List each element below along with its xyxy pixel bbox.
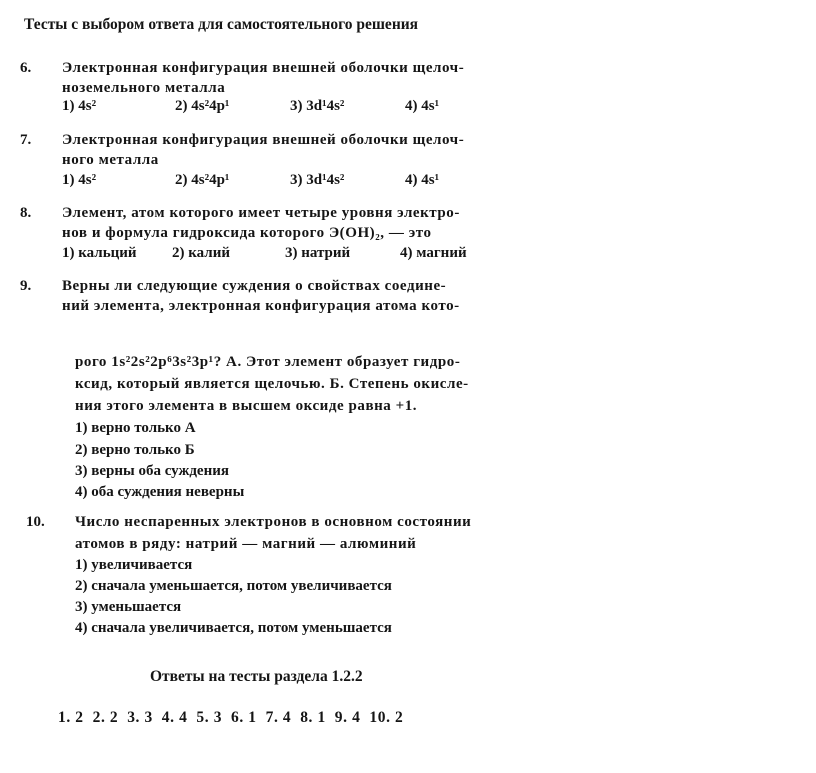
question-6-option-4: 4) 4s¹: [405, 98, 440, 114]
question-7-option-1: 1) 4s²: [62, 172, 97, 188]
question-10-option-1: 1) увеличивается: [75, 557, 193, 573]
question-9-option-2: 2) верно только Б: [75, 442, 195, 458]
question-6-line-1: Электронная конфигурация внешней оболочки щелоч-: [62, 60, 465, 76]
question-10-number: 10.: [26, 514, 45, 530]
question-7-option-4: 4) 4s¹: [405, 172, 440, 188]
answers-title: Ответы на тесты раздела 1.2.2: [150, 668, 363, 685]
question-6-option-1: 1) 4s²: [62, 98, 97, 114]
question-8-option-1: 1) кальций: [62, 245, 137, 261]
question-9-option-1: 1) верно только А: [75, 420, 196, 436]
section-title: Тесты с выбором ответа для самостоятельного решения: [24, 16, 419, 33]
question-10-option-3: 3) уменьшается: [75, 599, 182, 615]
question-7-number: 7.: [20, 132, 32, 148]
question-8-option-3: 3) натрий: [285, 245, 351, 261]
question-10-line-1: Число неспаренных электронов в основном состоянии: [75, 514, 472, 530]
question-9-line-2: ний элемента, электронная конфигурация атома кото-: [62, 298, 460, 314]
question-9-number: 9.: [20, 278, 32, 294]
question-7-line-2: ного металла: [62, 152, 159, 168]
question-6-option-2: 2) 4s²4p¹: [175, 98, 230, 114]
question-6-line-2: ноземельного металла: [62, 80, 226, 96]
question-6-number: 6.: [20, 60, 32, 76]
question-8-option-4: 4) магний: [400, 245, 467, 261]
question-7-option-3: 3) 3d¹4s²: [290, 172, 345, 188]
question-8-line-2: нов и формула гидроксида которого Э(ОН)₂, — это: [62, 225, 432, 241]
question-9-line-3: рого 1s²2s²2p⁶3s²3p¹? А. Этот элемент образует гидро-: [75, 354, 461, 370]
answers-list: 1. 2 2. 2 3. 3 4. 4 5. 3 6. 1 7. 4 8. 1 9. 4 10. 2: [58, 709, 404, 726]
question-9-option-4: 4) оба суждения неверны: [75, 484, 245, 500]
question-9-line-4: ксид, который является щелочью. Б. Степень окисле-: [75, 376, 469, 392]
question-9-line-5: ния этого элемента в высшем оксиде равна +1.: [75, 398, 418, 414]
question-10-option-2: 2) сначала уменьшается, потом увеличивается: [75, 578, 392, 594]
question-7-line-1: Электронная конфигурация внешней оболочки щелоч-: [62, 132, 465, 148]
question-10-option-4: 4) сначала увеличивается, потом уменьшается: [75, 620, 392, 636]
question-9-line-1: Верны ли следующие суждения о свойствах соедине-: [62, 278, 447, 294]
question-10-line-2: атомов в ряду: натрий — магний — алюминий: [75, 536, 417, 552]
question-8-option-2: 2) калий: [172, 245, 230, 261]
question-9-option-3: 3) верны оба суждения: [75, 463, 229, 479]
question-6-option-3: 3) 3d¹4s²: [290, 98, 345, 114]
question-8-line-1: Элемент, атом которого имеет четыре уровня электро-: [62, 205, 460, 221]
question-7-option-2: 2) 4s²4p¹: [175, 172, 230, 188]
question-8-number: 8.: [20, 205, 32, 221]
